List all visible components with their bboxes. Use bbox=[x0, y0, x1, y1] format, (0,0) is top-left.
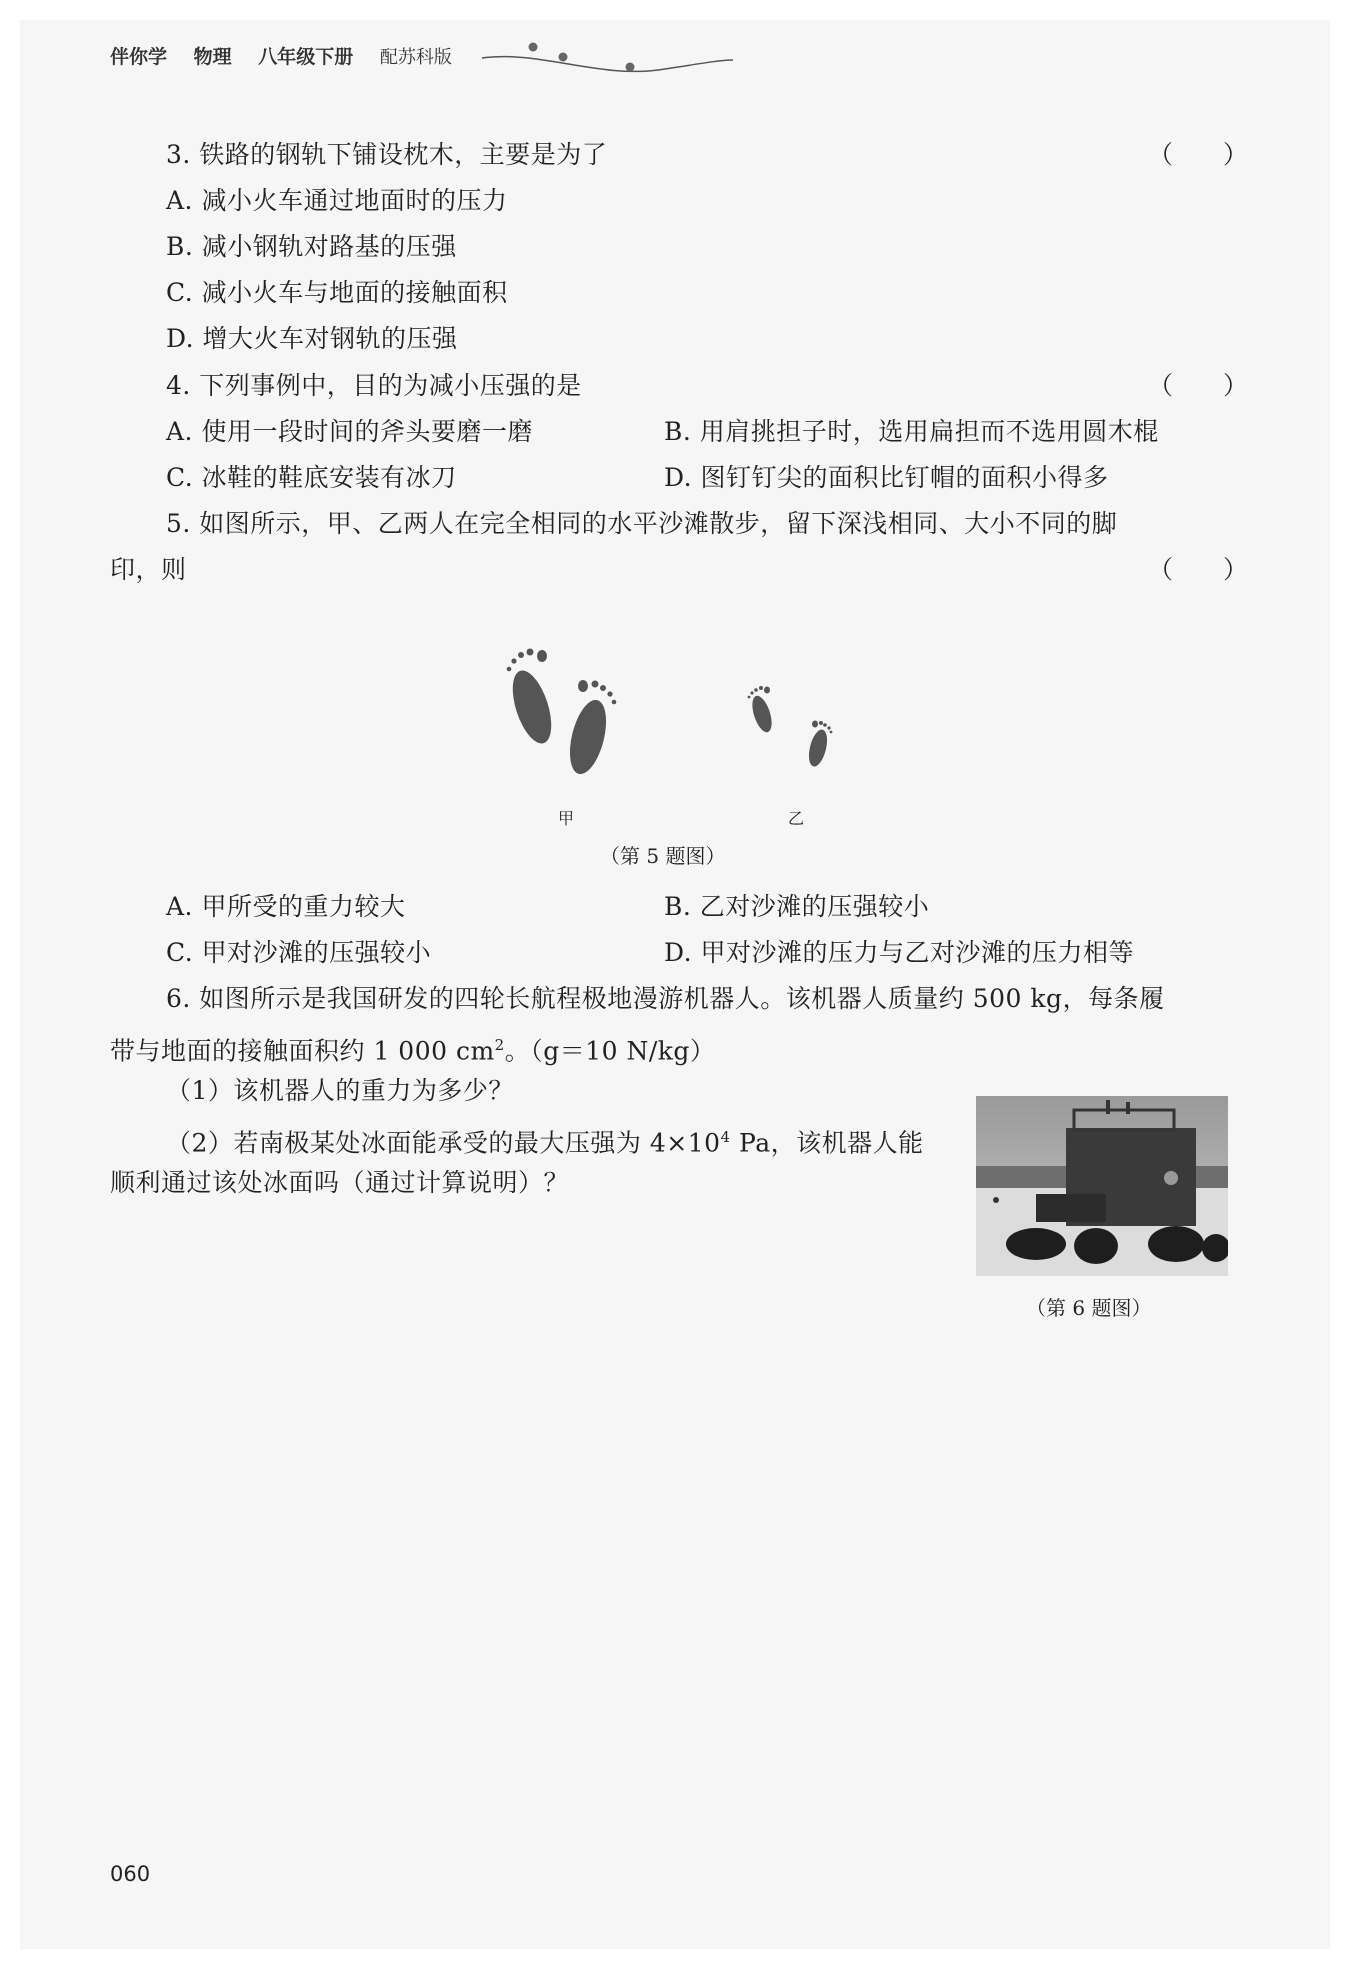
q5-option-c: C. 甲对沙滩的压强较小 bbox=[166, 938, 432, 967]
q4-stem: 4. 下列事例中，目的为减小压强的是 bbox=[166, 371, 582, 400]
q5-option-b: B. 乙对沙滩的压强较小 bbox=[664, 892, 930, 921]
q4-answer-paren: （ ） bbox=[1148, 371, 1249, 400]
q5-answer-paren: （ ） bbox=[1148, 555, 1249, 584]
q5-option-a: A. 甲所受的重力较大 bbox=[166, 892, 406, 921]
q5-stem-line2: 印，则 bbox=[110, 555, 187, 584]
q3-option-c: C. 减小火车与地面的接触面积 bbox=[166, 278, 508, 307]
running-header bbox=[110, 42, 472, 72]
q4-option-d: D. 图钉钉尖的面积比钉帽的面积小得多 bbox=[664, 463, 1109, 492]
header-grade: 八年级下册 bbox=[258, 46, 354, 68]
q4-option-b: B. 用肩挑担子时，选用扁担而不选用圆木棍 bbox=[664, 417, 1159, 446]
q6-sub2-line1: （2）若南极某处冰面能承受的最大压强为 $4\times 10^4$ Pa，该机器人能 bbox=[166, 1128, 924, 1158]
q3-stem: 3. 铁路的钢轨下铺设枕木，主要是为了 bbox=[166, 140, 608, 169]
polar-robot-photo bbox=[976, 1096, 1228, 1276]
footprints-figure bbox=[490, 622, 850, 792]
q3-option-b: B. 减小钢轨对路基的压强 bbox=[166, 232, 457, 261]
q6-stem-line1: 6. 如图所示是我国研发的四轮长航程极地漫游机器人。该机器人质量约 500 kg，每条履 bbox=[166, 984, 1165, 1013]
footprints-yi bbox=[748, 686, 833, 768]
page-number: 060 bbox=[110, 1862, 151, 1886]
q3-option-d: D. 增大火车对钢轨的压强 bbox=[166, 324, 458, 353]
q5-figure-caption: （第 5 题图） bbox=[600, 844, 726, 868]
q4-option-a: A. 使用一段时间的斧头要磨一磨 bbox=[166, 417, 533, 446]
figure-label-jia: 甲 bbox=[558, 809, 575, 828]
q5-stem-line1: 5. 如图所示，甲、乙两人在完全相同的水平沙滩散步，留下深浅相同、大小不同的脚 bbox=[166, 509, 1118, 538]
footprints-jia bbox=[505, 649, 616, 778]
q6-sub1: （1）该机器人的重力为多少？ bbox=[166, 1076, 514, 1105]
q6-stem-line2: 带与地面的接触面积约 1 000 $cm^2$。（g＝10 N/kg） bbox=[110, 1036, 716, 1066]
header-series: 伴你学 bbox=[110, 46, 168, 68]
q5-option-d: D. 甲对沙滩的压力与乙对沙滩的压力相等 bbox=[664, 938, 1135, 967]
q3-answer-paren: （ ） bbox=[1148, 140, 1249, 169]
q6-sub2-line2: 顺利通过该处冰面吗（通过计算说明）？ bbox=[110, 1168, 570, 1197]
header-edition: 配苏科版 bbox=[379, 47, 452, 68]
q6-figure-caption: （第 6 题图） bbox=[1026, 1296, 1152, 1320]
q4-option-c: C. 冰鞋的鞋底安装有冰刀 bbox=[166, 463, 457, 492]
header-subject: 物理 bbox=[193, 46, 232, 68]
figure-label-yi: 乙 bbox=[788, 809, 805, 828]
q3-option-a: A. 减小火车通过地面时的压力 bbox=[166, 186, 508, 215]
header-decoration bbox=[478, 30, 738, 80]
